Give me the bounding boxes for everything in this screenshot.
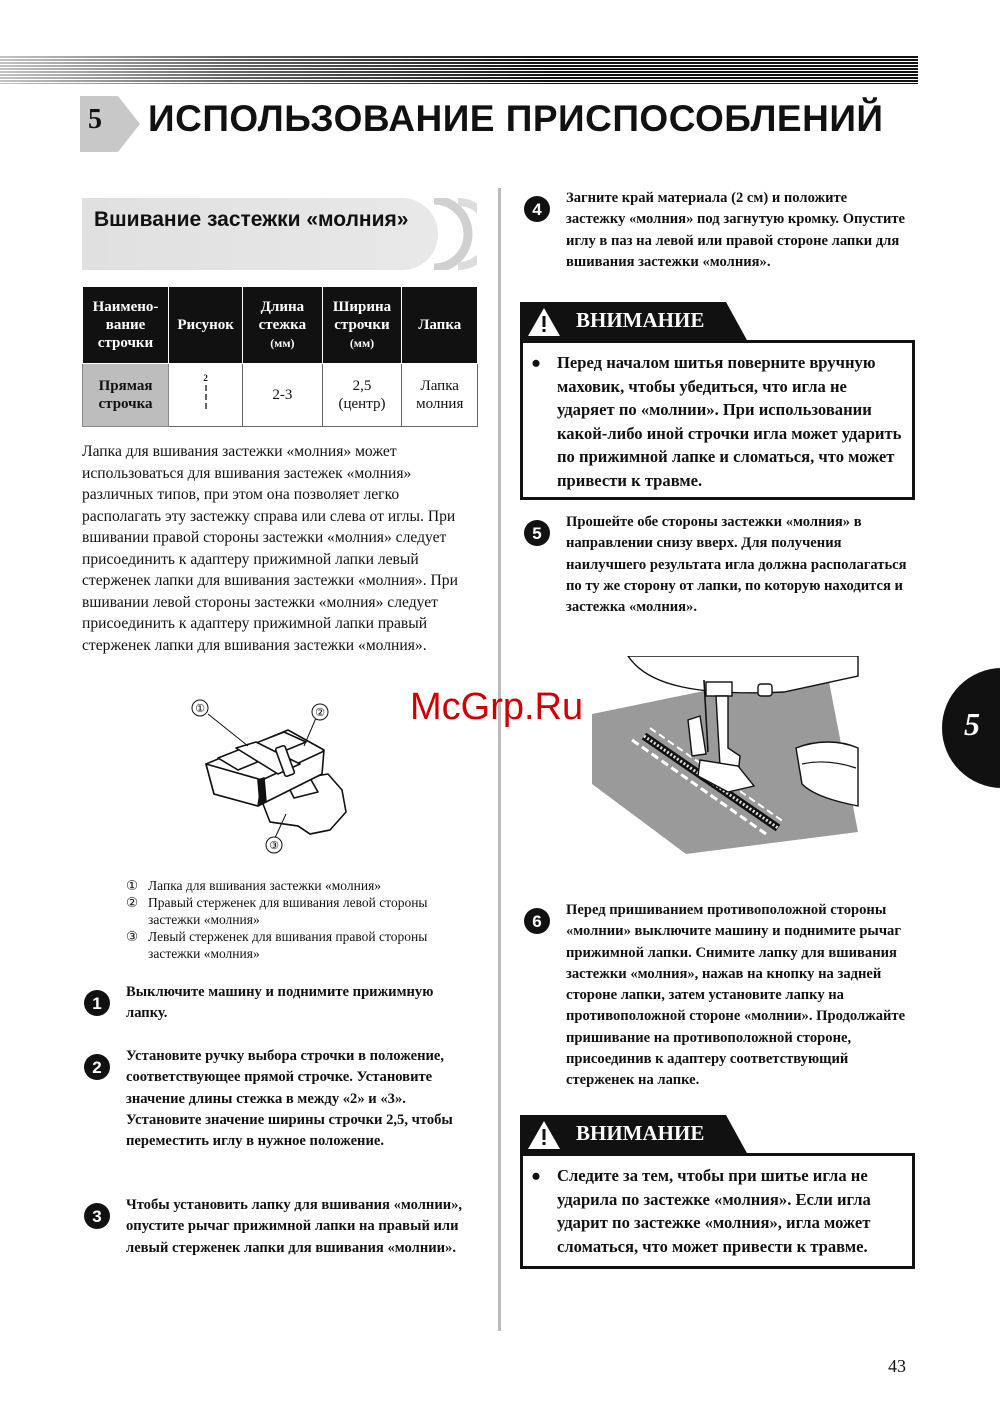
figure-label-1: ① xyxy=(195,702,205,715)
caption-text: Левый стерженек для вшивания правой стороны застежки «молния» xyxy=(148,929,428,961)
step-number: 1 xyxy=(92,994,102,1013)
caption-number: ② xyxy=(126,895,139,910)
column-header-length xyxy=(243,287,322,364)
step-text: Выключите машину и поднимите прижимную лапку. xyxy=(126,984,434,1022)
column-header-width xyxy=(322,287,402,364)
step-number-badge xyxy=(524,908,550,934)
caption-item xyxy=(126,894,446,928)
warning-box-1 xyxy=(520,340,915,500)
step-number: 4 xyxy=(532,200,542,219)
warning-title: ВНИМАНИЕ xyxy=(576,308,705,332)
chapter-number: 5 xyxy=(88,104,102,135)
figure-label-3: ③ xyxy=(269,839,279,852)
straight-stitch-icon xyxy=(201,383,211,413)
intro-paragraph: Лапка для вшивания застежки «молния» может использоваться для вшивания застежек «молния» различных типов, при этом она позволяет легко располагать эту застежку справа или слева от иглы. При вшивании правой стороны застежки «молния» следует присоединить к адаптеру прижимной лапки левый стерженек лапки для вшивания застежки «молния». При вшивании левой стороны застежки «молния» следует присоединить к адаптеру прижимной лапки правый стерженек лапки для вшивания застежки «молния». xyxy=(82,443,458,654)
step-text: Чтобы установить лапку для вшивания «молнии», опустите рычаг прижимной лапки на правый или левый стерженек лапки для вшивания «молнии». xyxy=(126,1197,463,1256)
warning-header-2 xyxy=(520,1115,750,1155)
section-title: Вшивание застежки «молния» xyxy=(94,208,409,231)
column-header-pattern: Рисунок xyxy=(169,287,243,364)
warning-title: ВНИМАНИЕ xyxy=(576,1121,705,1145)
warning-bullet: ● xyxy=(531,353,542,372)
column-header-length-unit: (мм) xyxy=(270,336,295,350)
step-text: Установите ручку выбора строчки в положение, соответствующее прямой строчке. Установите значение длины стежка в между «2» и «3». Установите значение ширины строчки 2,5, чтобы переместить иглу в нужное положение. xyxy=(126,1048,453,1150)
caption-text: Лапка для вшивания застежки «молния» xyxy=(148,878,382,893)
warning-bullet: ● xyxy=(531,1166,542,1185)
step-number-badge xyxy=(524,196,550,222)
step-text: Загните край материала (2 см) и положите застежку «молния» под загнутую кромку. Опустите иглу в паз на левой или правой стороне лапки для вшивания застежки «молния». xyxy=(566,190,906,270)
header-stripe-fade xyxy=(0,56,918,84)
step-text: Перед пришиванием противоположной стороны «молнии» выключите машину и поднимите рычаг прижимной лапки. Снимите лапку для вшивания застежки «молния», нажав на кнопку на задней стороне лапки, затем установите лапку на противоположной стороне «молнии». Продолжайте пришивание на противоположной стороне, присоединив к адаптеру соответствующий стерженек на лапке. xyxy=(566,902,906,1089)
chapter-tab-number: 5 xyxy=(964,706,980,742)
warning-text: Следите за тем, чтобы при шитье игла не ударила по застежке «молния». Если игла ударит по застежке «молния», игла может сломаться, что может привести к травме. xyxy=(557,1166,871,1256)
caption-text: Правый стерженек для вшивания левой стороны застежки «молния» xyxy=(148,895,428,927)
caption-item xyxy=(126,928,446,962)
stitch-width-note: (центр) xyxy=(338,396,386,412)
column-header-width-label: Ширина строчки xyxy=(332,299,392,333)
step-number: 3 xyxy=(92,1207,102,1226)
column-divider xyxy=(498,188,501,1331)
column-header-name: Наимено-вание строчки xyxy=(83,287,169,364)
presser-foot-cell: Лапка молния xyxy=(402,364,478,427)
table-header-row xyxy=(83,287,478,364)
step-number: 2 xyxy=(92,1058,102,1077)
column-header-length-label: Длина стежка xyxy=(258,299,307,333)
step-number: 6 xyxy=(532,912,542,931)
stitch-width-cell xyxy=(322,364,402,427)
caption-item xyxy=(126,877,446,894)
step-number-badge xyxy=(84,1203,110,1229)
figure-label-2: ② xyxy=(315,706,325,719)
page-title: ИСПОЛЬЗОВАНИЕ ПРИСПОСОБЛЕНИЙ xyxy=(148,98,884,139)
stitch-name-cell: Прямая строчка xyxy=(83,364,169,427)
step-number-badge xyxy=(524,520,550,546)
stitch-pattern-cell xyxy=(169,364,243,427)
column-header-width-unit: (мм) xyxy=(349,336,375,350)
caption-list xyxy=(126,877,446,962)
step-number-badge xyxy=(84,1054,110,1080)
watermark-text: McGrp.Ru xyxy=(410,686,584,728)
page-number: 43 xyxy=(888,1356,906,1376)
step-number: 5 xyxy=(532,524,542,543)
table-row xyxy=(83,364,478,427)
step-number-badge xyxy=(84,990,110,1016)
warning-text: Перед началом шитья поверните вручную маховик, чтобы убедиться, что игла не ударяет по «молнии». При использовании какой-либо иной строчки игла может ударить по прижимной лапке и сломаться, что может привести к травме. xyxy=(557,353,902,490)
sewing-zipper-illustration xyxy=(588,656,860,856)
stitch-length-cell: 2-3 xyxy=(243,364,322,427)
step-text: Прошейте обе стороны застежки «молния» в направлении снизу вверх. Для получения наилучшего результата игла должна располагаться по ту же сторону от лапки, по которую находится и застежка «молния». xyxy=(566,514,907,616)
caption-number: ① xyxy=(126,878,139,893)
caption-number: ③ xyxy=(126,929,139,944)
stitch-settings-table xyxy=(82,286,478,427)
zipper-foot-illustration xyxy=(178,694,358,856)
warning-box-2 xyxy=(520,1153,915,1269)
stitch-width-value: 2,5 xyxy=(352,378,372,394)
column-header-foot: Лапка xyxy=(402,287,478,364)
pattern-number: 2 xyxy=(203,372,208,383)
warning-header-1 xyxy=(520,302,750,342)
